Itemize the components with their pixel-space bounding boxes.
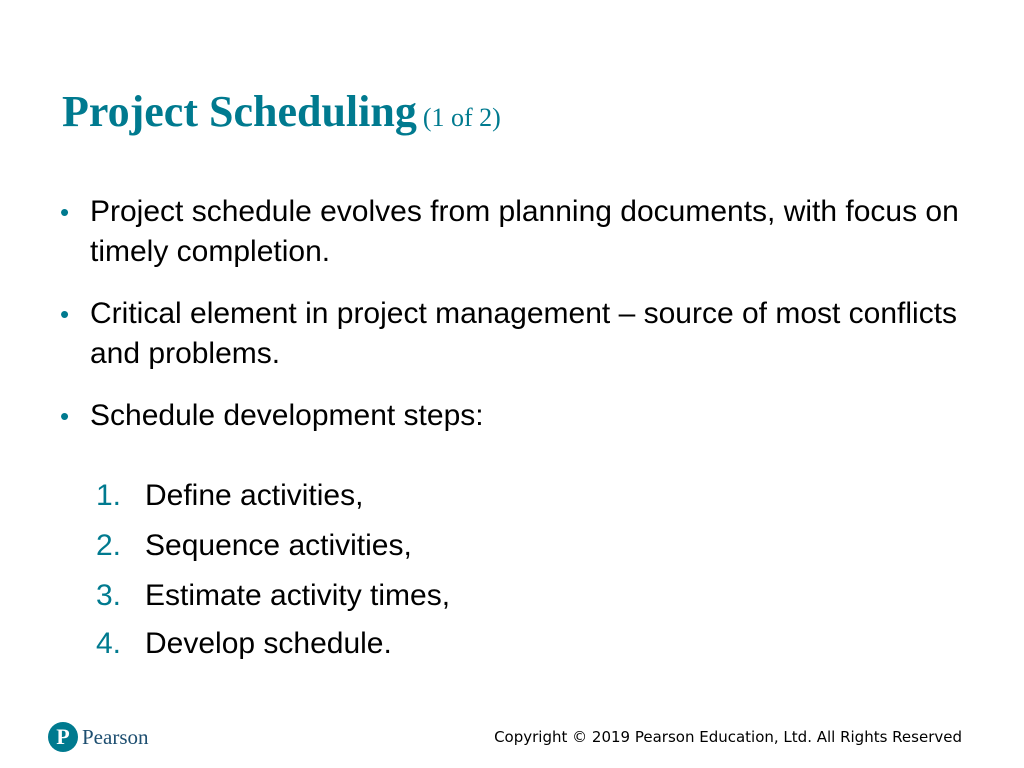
bullet-marker: • xyxy=(60,299,70,329)
step-text: Develop schedule. xyxy=(145,627,392,660)
copyright-notice: Copyright © 2019 Pearson Education, Ltd. All Rights Reserved xyxy=(494,728,962,746)
step-text: Define activities, xyxy=(145,479,364,512)
step-number: 3. xyxy=(96,579,122,612)
step-text: Estimate activity times, xyxy=(145,579,451,612)
title-suffix: (1 of 2) xyxy=(422,103,501,132)
slide-title xyxy=(62,84,501,146)
pearson-logo-icon: P xyxy=(48,722,78,752)
step-text: Sequence activities, xyxy=(145,529,412,562)
bullet-text: Schedule development steps: xyxy=(90,399,484,432)
bullet-text: Critical element in project management – source of most conflicts and problems. xyxy=(90,297,958,370)
step-number: 1. xyxy=(96,479,122,512)
bullet-text: Project schedule evolves from planning documents, with focus on timely completion. xyxy=(90,195,959,268)
step-number: 2. xyxy=(96,529,122,562)
title-main: Project Scheduling xyxy=(62,87,417,136)
step-number: 4. xyxy=(96,627,122,660)
pearson-logo xyxy=(48,720,149,754)
bullet-marker: • xyxy=(60,197,70,227)
bullet-marker: • xyxy=(60,401,70,431)
pearson-logo-text: Pearson xyxy=(82,724,149,749)
